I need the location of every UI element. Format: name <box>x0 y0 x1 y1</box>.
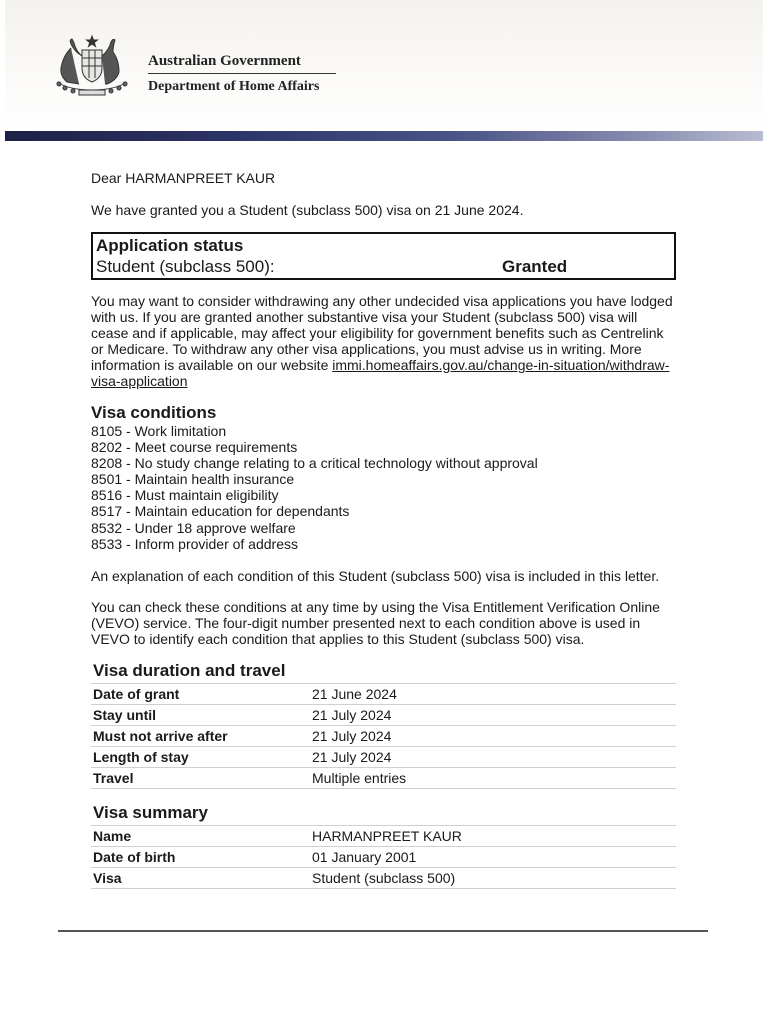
department-name: Department of Home Affairs <box>148 79 320 94</box>
header-band <box>5 131 763 141</box>
row-label: Visa <box>91 867 310 888</box>
status-row <box>96 256 671 277</box>
branding-divider <box>148 73 336 74</box>
list-item: 8202 - Meet course requirements <box>91 439 298 456</box>
row-label: Travel <box>91 767 310 788</box>
conditions-explanation: An explanation of each condition of this Student (subclass 500) visa is included in this letter. <box>91 567 660 584</box>
visa-duration-heading: Visa duration and travel <box>93 660 286 680</box>
grant-sentence: We have granted you a Student (subclass 500) visa on 21 June 2024. <box>91 202 524 218</box>
row-value: HARMANPREET KAUR <box>310 825 676 846</box>
row-value: Multiple entries <box>310 767 676 788</box>
list-item: 8532 - Under 18 approve welfare <box>91 519 296 536</box>
row-value: 21 July 2024 <box>310 704 676 725</box>
row-label: Length of stay <box>91 746 310 767</box>
coat-of-arms-icon <box>49 34 135 98</box>
greeting: Dear HARMANPREET KAUR <box>91 170 276 186</box>
government-branding <box>148 52 336 96</box>
withdraw-paragraph <box>91 293 676 389</box>
visa-duration-table <box>91 683 676 789</box>
status-title: Application status <box>96 236 244 255</box>
vevo-paragraph: You can check these conditions at any time by using the Visa Entitlement Verification Online (VEVO) service. The four-digit number presented next to each condition above is used in VEVO to identify each condition that applies to this Student (subclass 500) visa. <box>91 598 660 647</box>
row-value: 21 July 2024 <box>310 725 676 746</box>
withdraw-visa-link[interactable]: immi.homeaffairs.gov.au/change-in-situation/withdraw-visa-application <box>91 357 670 389</box>
row-value: Student (subclass 500) <box>310 867 676 888</box>
visa-conditions-heading: Visa conditions <box>91 403 217 422</box>
row-label: Stay until <box>91 704 310 725</box>
list-item: 8208 - No study change relating to a critical technology without approval <box>91 455 538 472</box>
table-row <box>91 867 676 888</box>
letterhead <box>5 0 763 131</box>
government-name: Australian Government <box>148 53 301 69</box>
row-value: 21 July 2024 <box>310 746 676 767</box>
table-row <box>91 683 676 704</box>
list-item: 8517 - Maintain education for dependants <box>91 503 350 520</box>
row-label: Must not arrive after <box>91 725 310 746</box>
table-row <box>91 704 676 725</box>
list-item: 8516 - Must maintain eligibility <box>91 487 279 504</box>
row-label: Name <box>91 825 310 846</box>
row-label: Date of grant <box>91 683 310 704</box>
row-label: Date of birth <box>91 846 310 867</box>
list-item: 8501 - Maintain health insurance <box>91 471 295 488</box>
table-row <box>91 746 676 767</box>
footer-divider <box>58 930 708 932</box>
withdraw-text: You may want to consider withdrawing any other undecided visa applications you have lodged with us. If you are granted another substantive visa your Student (subclass 500) visa will cease and if applicable, may affect your eligibility for government benefits such as Centrelink or Medicare. To withdraw any other visa applications, you must advise us in writing. More information is available on our website <box>91 293 673 373</box>
letter-body <box>91 170 676 903</box>
row-value: 21 June 2024 <box>310 683 676 704</box>
visa-conditions-list <box>91 423 676 552</box>
table-row <box>91 725 676 746</box>
visa-summary-heading: Visa summary <box>93 802 208 822</box>
status-label: Student (subclass 500): <box>96 257 275 276</box>
table-row <box>91 767 676 788</box>
visa-summary-table <box>91 825 676 889</box>
application-status-box <box>91 232 676 280</box>
list-item: 8105 - Work limitation <box>91 423 227 439</box>
row-value: 01 January 2001 <box>310 846 676 867</box>
status-value: Granted <box>502 257 568 276</box>
list-item: 8533 - Inform provider of address <box>91 535 298 552</box>
table-row <box>91 846 676 867</box>
table-row <box>91 825 676 846</box>
